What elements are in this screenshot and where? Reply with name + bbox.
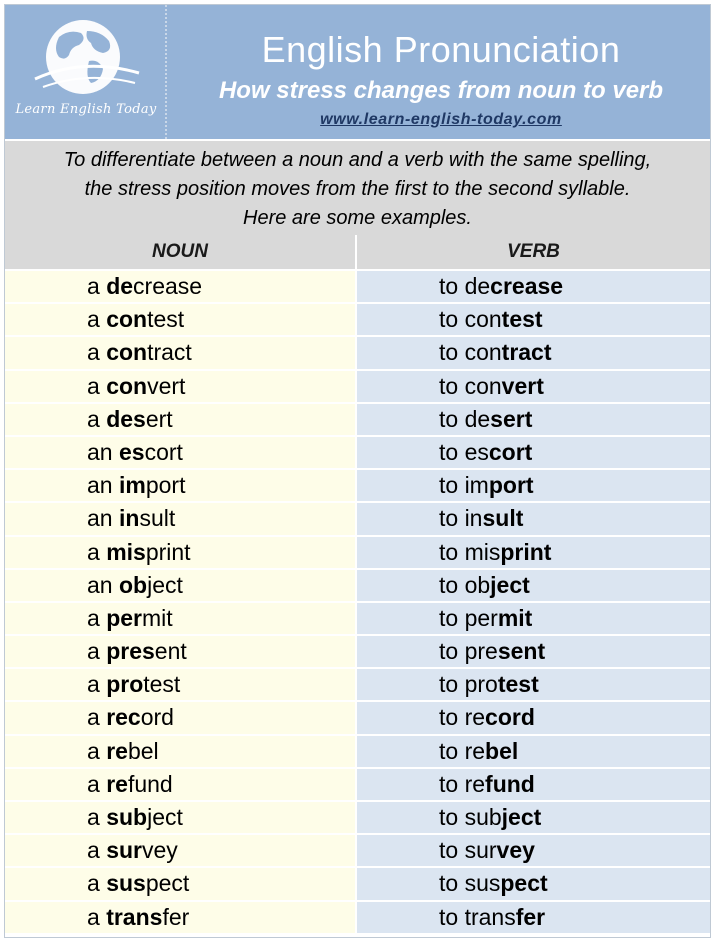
noun-stressed-syllable: con — [106, 339, 148, 366]
table-row — [5, 802, 710, 835]
table-row — [5, 437, 710, 470]
table-row — [5, 835, 710, 868]
verb-cell — [357, 868, 710, 899]
verb-stressed-syllable: pect — [500, 870, 548, 897]
verb-stressed-syllable: fer — [515, 903, 546, 930]
noun-rest: print — [145, 538, 191, 565]
noun-prefix: a — [87, 770, 107, 797]
noun-cell — [5, 603, 355, 634]
noun-cell — [5, 337, 355, 368]
noun-cell — [5, 702, 355, 733]
verb-stressed-syllable: port — [488, 472, 534, 499]
table-row — [5, 603, 710, 636]
verb-stressed-syllable: tract — [501, 339, 552, 366]
noun-stressed-syllable: de — [106, 273, 134, 299]
noun-prefix: a — [87, 737, 107, 764]
verb-stressed-syllable: cort — [488, 438, 533, 465]
verb-cell — [357, 437, 710, 468]
noun-stressed-syllable: pres — [106, 638, 155, 665]
noun-rest: bel — [127, 737, 159, 764]
noun-stressed-syllable: im — [118, 472, 146, 499]
verb-stressed-syllable: vey — [496, 837, 535, 864]
globe-icon — [29, 17, 141, 103]
noun-cell — [5, 636, 355, 667]
table-row — [5, 702, 710, 735]
verb-stressed-syllable: mit — [497, 604, 533, 631]
verb-stressed-syllable: bel — [485, 737, 519, 764]
verb-cell — [357, 371, 710, 402]
noun-cell — [5, 835, 355, 866]
intro-line-3: Here are some examples. — [243, 207, 472, 229]
verb-stressed-syllable: cord — [485, 704, 535, 731]
noun-cell — [5, 271, 355, 302]
noun-rest: ert — [145, 405, 173, 432]
noun-prefix: a — [87, 804, 107, 830]
noun-rest: ject — [147, 571, 183, 598]
table-row — [5, 636, 710, 669]
table-row — [5, 669, 710, 702]
noun-prefix: an — [87, 438, 119, 465]
noun-cell — [5, 769, 355, 800]
noun-cell — [5, 503, 355, 534]
table-row — [5, 304, 710, 337]
verb-cell — [357, 337, 710, 368]
noun-rest: test — [143, 671, 181, 698]
noun-cell — [5, 470, 355, 501]
noun-rest: pect — [145, 870, 190, 897]
table-row — [5, 868, 710, 901]
noun-rest: port — [145, 472, 186, 499]
noun-prefix: a — [87, 306, 107, 333]
noun-prefix: a — [87, 538, 107, 565]
verb-prefix: to re — [439, 704, 486, 731]
noun-rest: tract — [147, 339, 192, 366]
noun-rest: mit — [141, 604, 173, 631]
verb-cell — [357, 537, 710, 568]
verb-prefix: to sub — [439, 804, 502, 830]
noun-rest: fer — [162, 903, 190, 930]
noun-cell — [5, 802, 355, 833]
verb-prefix: to pro — [439, 671, 498, 698]
noun-prefix: a — [87, 638, 107, 665]
noun-prefix: a — [87, 604, 107, 631]
verb-prefix: to re — [439, 737, 486, 764]
noun-rest: ent — [154, 638, 187, 665]
logo — [5, 5, 167, 139]
verb-stressed-syllable: vert — [501, 372, 544, 399]
verb-prefix: to in — [439, 505, 483, 532]
noun-stressed-syllable: con — [106, 372, 148, 399]
noun-rest: ord — [140, 704, 174, 731]
noun-stressed-syllable: ob — [118, 571, 148, 598]
noun-cell — [5, 669, 355, 700]
noun-cell — [5, 304, 355, 335]
noun-stressed-syllable: in — [118, 505, 140, 532]
intro-line-2: the stress position moves from the first to the second syllable. — [84, 178, 631, 200]
verb-prefix: to ob — [439, 571, 491, 598]
noun-cell — [5, 570, 355, 601]
verb-stressed-syllable: sert — [490, 405, 533, 432]
noun-column-header: NOUN — [5, 235, 355, 269]
verb-stressed-syllable: print — [500, 538, 552, 565]
verb-stressed-syllable: ject — [490, 571, 530, 598]
page-title: English Pronunciation — [261, 29, 621, 70]
verb-cell — [357, 470, 710, 501]
noun-stressed-syllable: sur — [106, 837, 142, 864]
intro-text — [5, 141, 710, 235]
verb-stressed-syllable: sent — [497, 638, 546, 665]
table-row — [5, 337, 710, 370]
verb-cell — [357, 304, 710, 335]
noun-cell — [5, 736, 355, 767]
noun-cell — [5, 868, 355, 899]
noun-prefix: a — [87, 273, 107, 299]
verb-cell — [357, 769, 710, 800]
verb-prefix: to con — [439, 339, 502, 366]
verb-stressed-syllable: test — [497, 671, 539, 698]
noun-rest: test — [147, 306, 185, 333]
verb-cell — [357, 702, 710, 733]
noun-prefix: a — [87, 903, 107, 930]
verb-stressed-syllable: ject — [501, 804, 542, 830]
noun-stressed-syllable: sus — [106, 870, 146, 897]
verb-cell — [357, 902, 710, 933]
noun-stressed-syllable: mis — [106, 538, 146, 565]
verb-stressed-syllable: test — [501, 306, 543, 333]
table-row — [5, 503, 710, 536]
verb-prefix: to per — [439, 604, 498, 631]
noun-prefix: a — [87, 837, 107, 864]
table-row — [5, 271, 710, 304]
noun-prefix: a — [87, 870, 107, 897]
verb-cell — [357, 736, 710, 767]
noun-stressed-syllable: re — [106, 737, 128, 764]
noun-prefix: a — [87, 405, 107, 432]
noun-prefix: a — [87, 704, 107, 731]
table-row — [5, 902, 710, 935]
noun-cell — [5, 404, 355, 435]
noun-cell — [5, 437, 355, 468]
verb-prefix: to sus — [439, 870, 501, 897]
verb-prefix: to con — [439, 372, 502, 399]
table-row — [5, 570, 710, 603]
verb-prefix: to sur — [439, 837, 497, 864]
noun-prefix: an — [87, 472, 119, 499]
table-row — [5, 470, 710, 503]
noun-stressed-syllable: es — [118, 438, 145, 465]
noun-stressed-syllable: sub — [106, 804, 148, 830]
verb-prefix: to con — [439, 306, 502, 333]
table-row — [5, 537, 710, 570]
verb-cell — [357, 636, 710, 667]
verb-prefix: to mis — [439, 538, 501, 565]
header-banner — [5, 5, 710, 141]
table-row — [5, 404, 710, 437]
website-link[interactable]: www.learn-english-today.com — [320, 111, 562, 128]
noun-stressed-syllable: pro — [106, 671, 144, 698]
verb-stressed-syllable: fund — [485, 770, 535, 797]
noun-prefix: a — [87, 339, 107, 366]
verb-prefix: to re — [439, 770, 486, 797]
verb-cell — [357, 503, 710, 534]
page-subtitle: How stress changes from noun to verb — [218, 77, 664, 104]
noun-rest: cort — [144, 438, 183, 465]
noun-rest: fund — [127, 770, 173, 797]
noun-rest: ject — [147, 804, 183, 830]
noun-stressed-syllable: con — [106, 306, 148, 333]
verb-cell — [357, 802, 710, 833]
verb-prefix: to de — [439, 273, 491, 299]
verb-cell — [357, 669, 710, 700]
table-row — [5, 371, 710, 404]
verb-prefix: to de — [439, 405, 491, 432]
intro-line-1: To differentiate between a noun and a verb with the same spelling, — [63, 149, 652, 171]
verb-column-header: VERB — [357, 235, 710, 269]
noun-prefix: a — [87, 671, 107, 698]
verb-cell — [357, 570, 710, 601]
noun-stressed-syllable: re — [106, 770, 128, 797]
noun-rest: vey — [141, 837, 178, 864]
noun-prefix: an — [87, 571, 119, 598]
verb-stressed-syllable: crease — [490, 273, 564, 299]
logo-text: Learn English Today — [15, 102, 157, 117]
noun-stressed-syllable: trans — [106, 903, 163, 930]
noun-rest: crease — [133, 273, 203, 299]
noun-prefix: a — [87, 372, 107, 399]
word-table — [5, 271, 710, 935]
noun-rest: vert — [147, 372, 186, 399]
verb-cell — [357, 603, 710, 634]
verb-prefix: to pre — [439, 638, 498, 665]
verb-stressed-syllable: sult — [482, 505, 524, 532]
verb-cell — [357, 404, 710, 435]
verb-prefix: to trans — [439, 903, 516, 930]
table-row — [5, 736, 710, 769]
noun-cell — [5, 902, 355, 933]
verb-prefix: to im — [439, 472, 489, 499]
noun-stressed-syllable: des — [106, 405, 146, 432]
noun-prefix: an — [87, 505, 119, 532]
verb-cell — [357, 271, 710, 302]
verb-prefix: to es — [439, 438, 489, 465]
noun-cell — [5, 371, 355, 402]
noun-stressed-syllable: rec — [106, 704, 141, 731]
table-row — [5, 769, 710, 802]
verb-cell — [357, 835, 710, 866]
noun-cell — [5, 537, 355, 568]
noun-stressed-syllable: per — [106, 604, 142, 631]
pronunciation-sheet — [4, 4, 711, 938]
noun-rest: sult — [139, 505, 176, 532]
